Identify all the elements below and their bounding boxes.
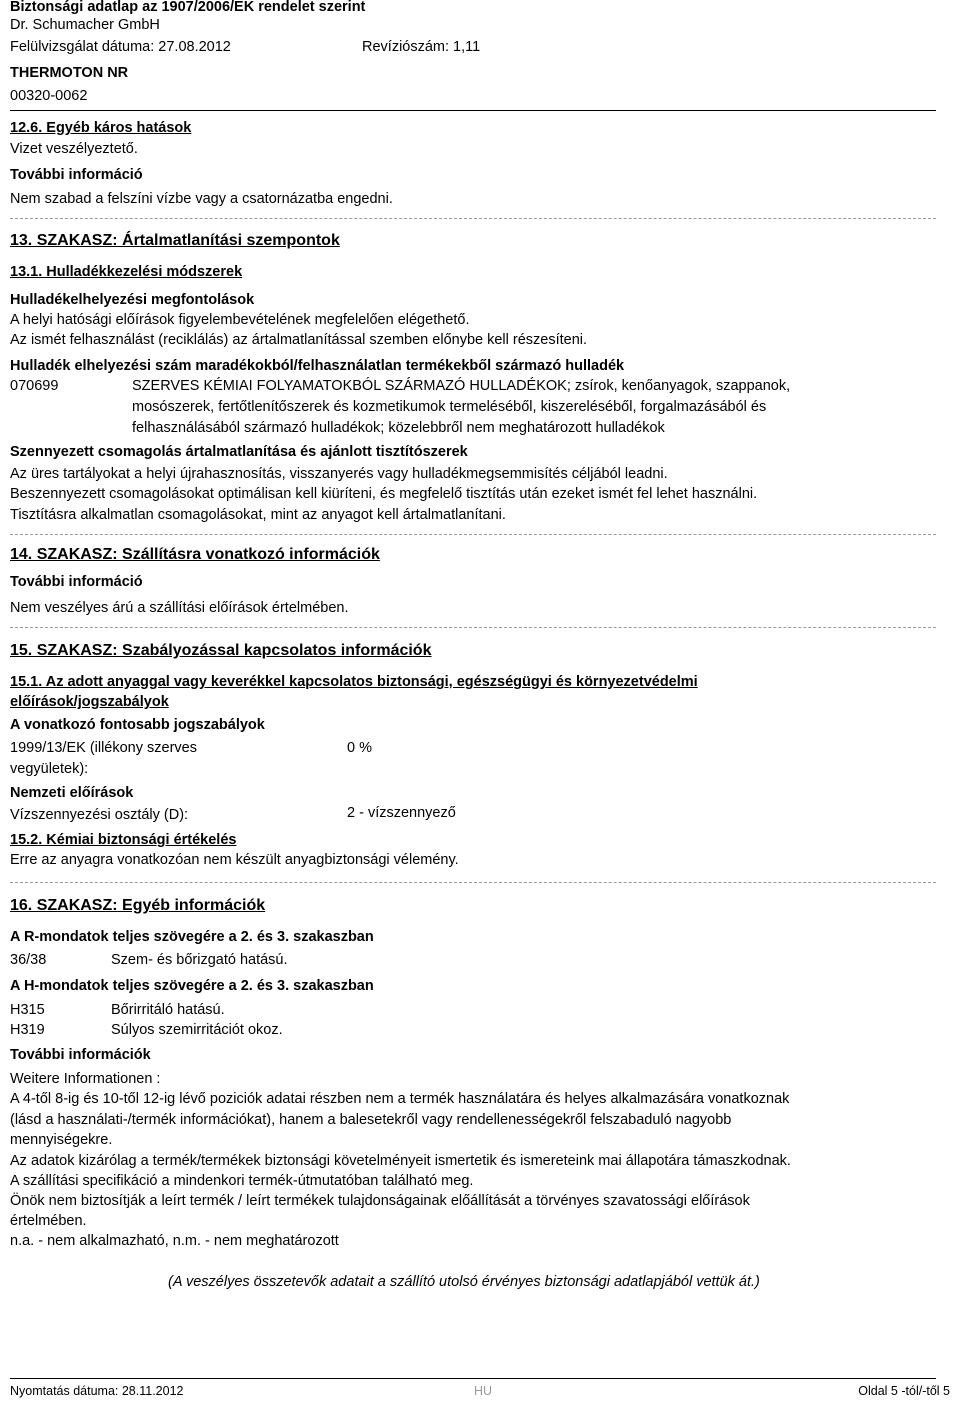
section-14-more-label: További információ <box>10 574 143 590</box>
info-line: Önök nem biztosítják a leírt termék / leírt termékek tulajdonságainak előállítását a törvényes szavatossági előírások <box>10 1193 750 1209</box>
review-date: Felülvizsgálat dátuma: 27.08.2012 <box>10 39 231 55</box>
r-phrase-text: Szem- és bőrizgató hatású. <box>111 952 288 968</box>
relevant-regulations-label: A vonatkozó fontosabb jogszabályok <box>10 717 265 733</box>
footer-divider <box>10 1378 936 1379</box>
disposal-line-1: A helyi hatósági előírások figyelembevételének megfelelően elégethető. <box>10 312 470 328</box>
waste-code-label: Hulladék elhelyezési szám maradékokból/felhasználatlan termékekből származó hulladék <box>10 358 625 374</box>
section-15-title: 15. SZAKASZ: Szabályozással kapcsolatos információk <box>10 642 432 659</box>
info-line: A szállítási specifikáció a mindenkori termék-útmutatóban található meg. <box>10 1173 474 1189</box>
water-hazard-class-label: Vízszennyezési osztály (D): <box>10 807 189 823</box>
section-15-1-title-line-2: előírások/jogszabályok <box>10 694 169 710</box>
voc-label-line-1: 1999/13/EK (illékony szerves <box>10 740 197 756</box>
revision-number: Revíziószám: 1,11 <box>362 39 481 55</box>
language-code: HU <box>474 1384 493 1398</box>
waste-description-line-2: mosószerek, fertőtlenítőszerek és kozmetikumok termeléséből, kiszereléséből, forgalmazásából és <box>132 399 767 415</box>
h-phrases-label: A H-mondatok teljes szövegére a 2. és 3. szakaszban <box>10 978 374 994</box>
product-code: 00320-0062 <box>10 88 88 104</box>
header-divider <box>10 110 936 111</box>
section-16-more-label: További információk <box>10 1047 151 1063</box>
packaging-line-1: Az üres tartályokat a helyi újrahasznosítás, visszanyerés vagy hulladékmegsemmisítés céljából leadni. <box>10 466 668 482</box>
section-14-more-text: Nem veszélyes árú a szállítási előírások értelmében. <box>10 600 349 616</box>
section-12-6-title: 12.6. Egyéb káros hatások <box>10 120 192 136</box>
document-title: Biztonsági adatlap az 1907/2006/EK rendelet szerint <box>10 0 366 15</box>
section-divider <box>10 534 936 535</box>
voc-value: 0 % <box>347 740 372 756</box>
voc-label-line-2: vegyületek): <box>10 761 89 777</box>
footnote: (A veszélyes összetevők adatait a szállító utolsó érvényes biztonsági adatlapjából vettük át.) <box>168 1274 760 1290</box>
info-line: Weitere Informationen : <box>10 1071 161 1087</box>
print-date: Nyomtatás dátuma: 28.11.2012 <box>10 1384 184 1398</box>
section-divider <box>10 627 936 628</box>
page-number: Oldal 5 -tól/-től 5 <box>858 1384 950 1398</box>
section-15-1-title-line-1: 15.1. Az adott anyaggal vagy keverékkel kapcsolatos biztonsági, egészségügyi és környezetvédelmi <box>10 674 698 690</box>
section-13-1-title: 13.1. Hulladékkezelési módszerek <box>10 264 243 280</box>
r-phrases-label: A R-mondatok teljes szövegére a 2. és 3. szakaszban <box>10 929 374 945</box>
packaging-line-2: Beszennyezett csomagolásokat optimálisan kell kiüríteni, és megfelelő tisztítás után ezeket ismét fel lehet használni. <box>10 486 758 502</box>
water-hazard-class-value: 2 - vízszennyező <box>347 805 456 821</box>
packaging-label: Szennyezett csomagolás ártalmatlanítása és ajánlott tisztítószerek <box>10 444 468 460</box>
section-12-6-text: Vizet veszélyeztető. <box>10 141 138 157</box>
disposal-label: Hulladékelhelyezési megfontolások <box>10 292 255 308</box>
section-14-title: 14. SZAKASZ: Szállításra vonatkozó információk <box>10 546 380 563</box>
info-line: mennyiségekre. <box>10 1132 113 1148</box>
section-15-2-title: 15.2. Kémiai biztonsági értékelés <box>10 832 237 848</box>
disposal-line-2: Az ismét felhasználást (reciklálás) az ártalmatlanítással szemben előnybe kell részesíteni. <box>10 332 588 348</box>
packaging-line-3: Tisztításra alkalmatlan csomagolásokat, mint az anyagot kell ártalmatlanítani. <box>10 507 506 523</box>
section-12-more-text: Nem szabad a felszíni vízbe vagy a csatornázatba engedni. <box>10 191 393 207</box>
h-phrase-code: H315 <box>10 1002 45 1018</box>
national-regulations-label: Nemzeti előírások <box>10 785 134 801</box>
product-name: THERMOTON NR <box>10 65 129 81</box>
h-phrase-text: Bőrirritáló hatású. <box>111 1002 225 1018</box>
section-15-2-text: Erre az anyagra vonatkozóan nem készült anyagbiztonsági vélemény. <box>10 852 459 868</box>
h-phrase-text: Súlyos szemirritációt okoz. <box>111 1022 283 1038</box>
section-16-title: 16. SZAKASZ: Egyéb információk <box>10 897 266 914</box>
section-divider <box>10 882 936 883</box>
waste-description-line-3: felhasználásából származó hulladékok; közelebbről nem meghatározott hulladékok <box>132 420 665 436</box>
section-divider <box>10 218 936 219</box>
waste-description-line-1: SZERVES KÉMIAI FOLYAMATOKBÓL SZÁRMAZÓ HULLADÉKOK; zsírok, kenőanyagok, szappanok, <box>132 378 791 394</box>
company-name: Dr. Schumacher GmbH <box>10 17 160 33</box>
info-line: Az adatok kizárólag a termék/termékek biztonsági követelményeit ismertetik és ismereteink mai állapotára támaszkodnak. <box>10 1153 791 1169</box>
waste-code: 070699 <box>10 378 59 394</box>
r-phrase-code: 36/38 <box>10 952 47 968</box>
info-line: (lásd a használati-/termék információkat), hanem a balesetekről vagy rendellenességekről felszabaduló nagyobb <box>10 1112 732 1128</box>
info-line: A 4-től 8-ig és 10-től 12-ig lévő poziciók adatai részben nem a termék használatára és helyes alkalmazására vonatkoznak <box>10 1091 790 1107</box>
section-13-title: 13. SZAKASZ: Ártalmatlanítási szempontok <box>10 232 340 249</box>
h-phrase-code: H319 <box>10 1022 45 1038</box>
info-line: n.a. - nem alkalmazható, n.m. - nem meghatározott <box>10 1233 339 1249</box>
info-line: értelmében. <box>10 1213 87 1229</box>
section-12-more-label: További információ <box>10 167 143 183</box>
